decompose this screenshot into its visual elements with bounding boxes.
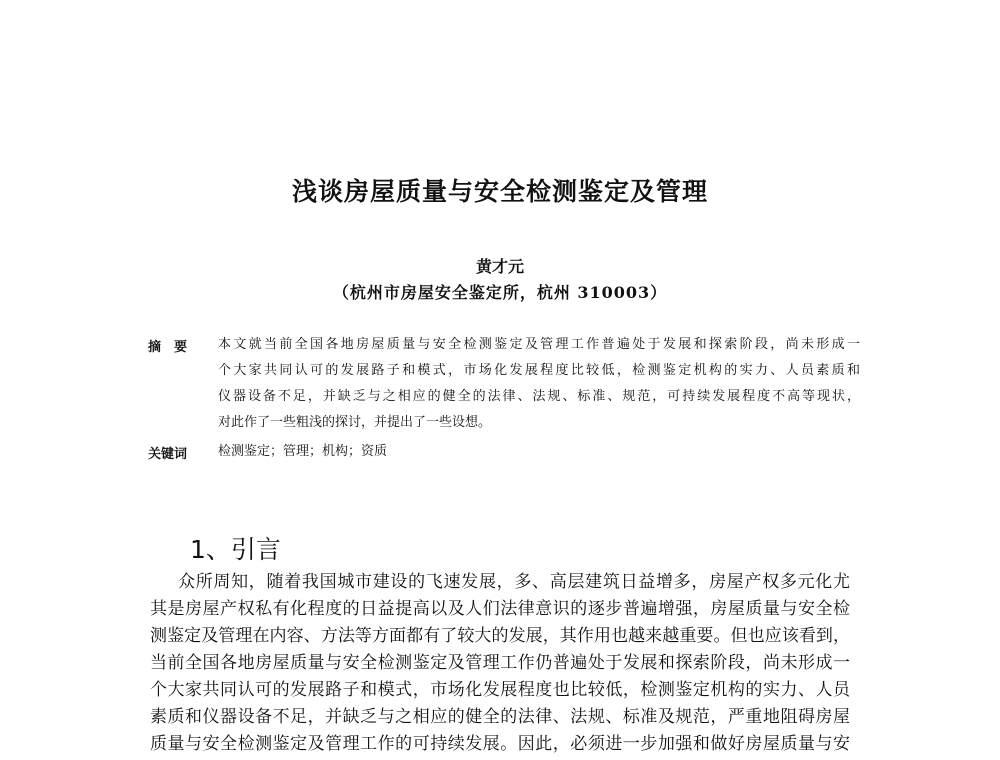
body-line: 个大家共同认可的发展路子和模式，市场化发展程度也比较低，检测鉴定机构的实力、人员 [150,680,850,700]
body-line: 其是房屋产权私有化程度的日益提高以及人们法律意识的逐步普遍增强，房屋质量与安全检 [150,599,850,619]
section-heading: 1、引言 [190,535,281,564]
body-line: 质量与安全检测鉴定及管理工作的可持续发展。因此，必须进一步加强和做好房屋质量与安 [150,734,850,754]
author-name: 黄才元 [475,257,524,276]
body-line: 众所周知，随着我国城市建设的飞速发展，多、高层建筑日益增多，房屋产权多元化尤 [178,572,850,592]
body-line: 素质和仪器设备不足，并缺乏与之相应的健全的法律、法规、标准及规范，严重地阻碍房屋 [150,707,850,727]
keywords-label: 关键词 [148,447,188,462]
body-line: 测鉴定及管理在内容、方法等方面都有了较大的发展，其作用也越来越重要。但也应该看到， [150,626,850,646]
abstract-label: 摘 要 [148,340,188,355]
keywords-text: 检测鉴定；管理；机构；资质 [218,444,388,459]
body-line: 当前全国各地房屋质量与安全检测鉴定及管理工作仍普遍处于发展和探索阶段，尚未形成一 [150,653,850,673]
abstract-line: 本文就当前全国各地房屋质量与安全检测鉴定及管理工作普遍处于发展和探索阶段，尚未形成一 [218,337,860,352]
abstract-line: 个大家共同认可的发展路子和模式，市场化发展程度比较低，检测鉴定机构的实力、人员素质和 [218,363,860,378]
paper-title: 浅谈房屋质量与安全检测鉴定及管理 [291,177,708,206]
abstract-line: 仪器设备不足，并缺乏与之相应的健全的法律、法规、标准、规范，可持续发展程度不高等现状， [218,389,860,404]
abstract-line: 对此作了一些粗浅的探讨，并提出了一些设想。 [218,415,492,430]
author-affiliation: （杭州市房屋安全鉴定所，杭州 310003） [332,283,668,302]
